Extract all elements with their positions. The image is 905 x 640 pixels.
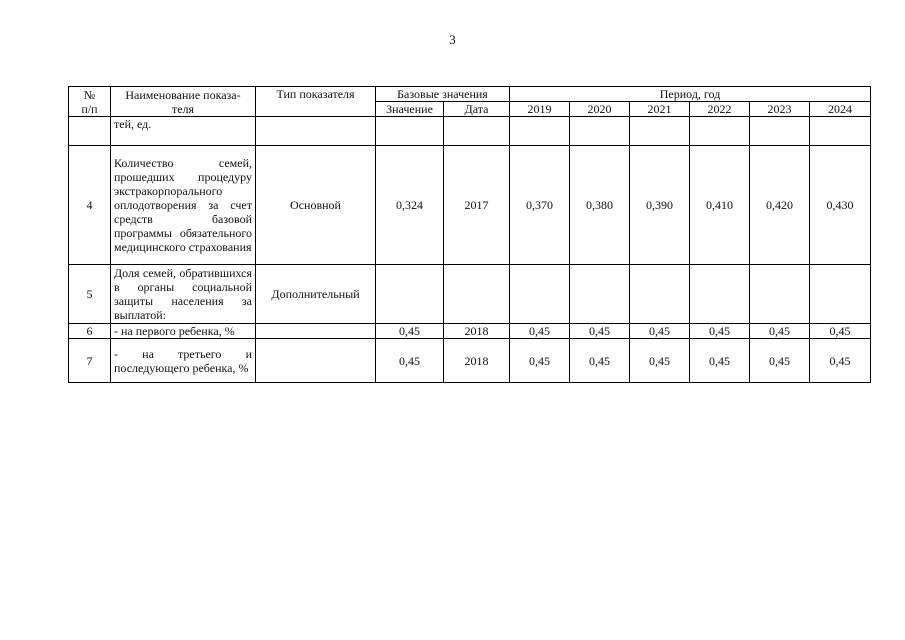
row-num: 5: [69, 265, 111, 324]
header-base-date: Дата: [444, 102, 510, 117]
row-date: [444, 265, 510, 324]
indicators-table: [68, 86, 871, 383]
row-year-value: 0,45: [750, 339, 810, 383]
header-period-group: Период, год: [510, 87, 871, 102]
row-year-value: [570, 265, 630, 324]
header-name-line1: Наименование показа-: [125, 87, 241, 102]
header-year: 2024: [810, 102, 871, 117]
header-year: 2019: [510, 102, 570, 117]
header-num-line2: п/п: [81, 101, 98, 116]
row-value: 0,45: [376, 324, 444, 339]
row-year-value: [810, 117, 871, 146]
row-year-value: 0,45: [750, 324, 810, 339]
row-value: 0,45: [376, 339, 444, 383]
row-year-value: 0,45: [570, 339, 630, 383]
row-year-value: 0,410: [690, 146, 750, 265]
row-year-value: 0,45: [810, 339, 871, 383]
row-name: тей, ед.: [111, 117, 256, 146]
row-name: - на третьего и последующего ребенка, %: [111, 339, 256, 383]
page-number: 3: [449, 32, 456, 47]
row-name: - на первого ребенка, %: [111, 324, 256, 339]
row-year-value: 0,45: [630, 339, 690, 383]
row-year-value: [810, 265, 871, 324]
row-type: [256, 339, 376, 383]
header-year: 2021: [630, 102, 690, 117]
header-name: [111, 87, 256, 117]
row-type: [256, 117, 376, 146]
row-year-value: [690, 117, 750, 146]
row-year-value: [690, 265, 750, 324]
row-name: Количество семей, прошедших процедуру экстракорпорального оплодотворения за счет средств базовой программы обязательного медицинского страхования: [111, 146, 256, 265]
header-name-line2: теля: [171, 101, 195, 116]
header-year: 2020: [570, 102, 630, 117]
row-year-value: 0,45: [510, 324, 570, 339]
row-year-value: [630, 117, 690, 146]
table-row: [69, 146, 871, 265]
row-year-value: [510, 117, 570, 146]
table-row: [69, 324, 871, 339]
header-row-1: [69, 87, 871, 102]
header-type: Тип показателя: [256, 87, 376, 117]
row-value: [376, 265, 444, 324]
row-name: Доля семей, обратившихся в органы социальной защиты населения за выплатой:: [111, 265, 256, 324]
row-type: [256, 324, 376, 339]
row-year-value: 0,390: [630, 146, 690, 265]
row-type: Основной: [256, 146, 376, 265]
header-num: [69, 87, 111, 117]
row-year-value: [510, 265, 570, 324]
row-year-value: 0,45: [570, 324, 630, 339]
row-year-value: 0,370: [510, 146, 570, 265]
row-value: 0,324: [376, 146, 444, 265]
row-num: 6: [69, 324, 111, 339]
row-type: Дополнительный: [256, 265, 376, 324]
row-year-value: 0,45: [690, 324, 750, 339]
header-base-value: Значение: [376, 102, 444, 117]
row-year-value: 0,420: [750, 146, 810, 265]
row-year-value: 0,45: [510, 339, 570, 383]
header-year: 2022: [690, 102, 750, 117]
row-date: 2018: [444, 339, 510, 383]
header-num-line1: №: [83, 87, 96, 102]
row-date: [444, 117, 510, 146]
row-year-value: [750, 265, 810, 324]
row-year-value: 0,45: [690, 339, 750, 383]
row-date: 2017: [444, 146, 510, 265]
row-year-value: 0,45: [810, 324, 871, 339]
row-year-value: [630, 265, 690, 324]
row-num: 7: [69, 339, 111, 383]
table-row: [69, 265, 871, 324]
row-year-value: 0,430: [810, 146, 871, 265]
row-num: [69, 117, 111, 146]
table-row: [69, 117, 871, 146]
table-row: [69, 339, 871, 383]
row-value: [376, 117, 444, 146]
row-date: 2018: [444, 324, 510, 339]
row-year-value: 0,380: [570, 146, 630, 265]
header-year: 2023: [750, 102, 810, 117]
row-year-value: [570, 117, 630, 146]
row-year-value: [750, 117, 810, 146]
row-year-value: 0,45: [630, 324, 690, 339]
row-num: 4: [69, 146, 111, 265]
header-base-group: Базовые значения: [376, 87, 510, 102]
